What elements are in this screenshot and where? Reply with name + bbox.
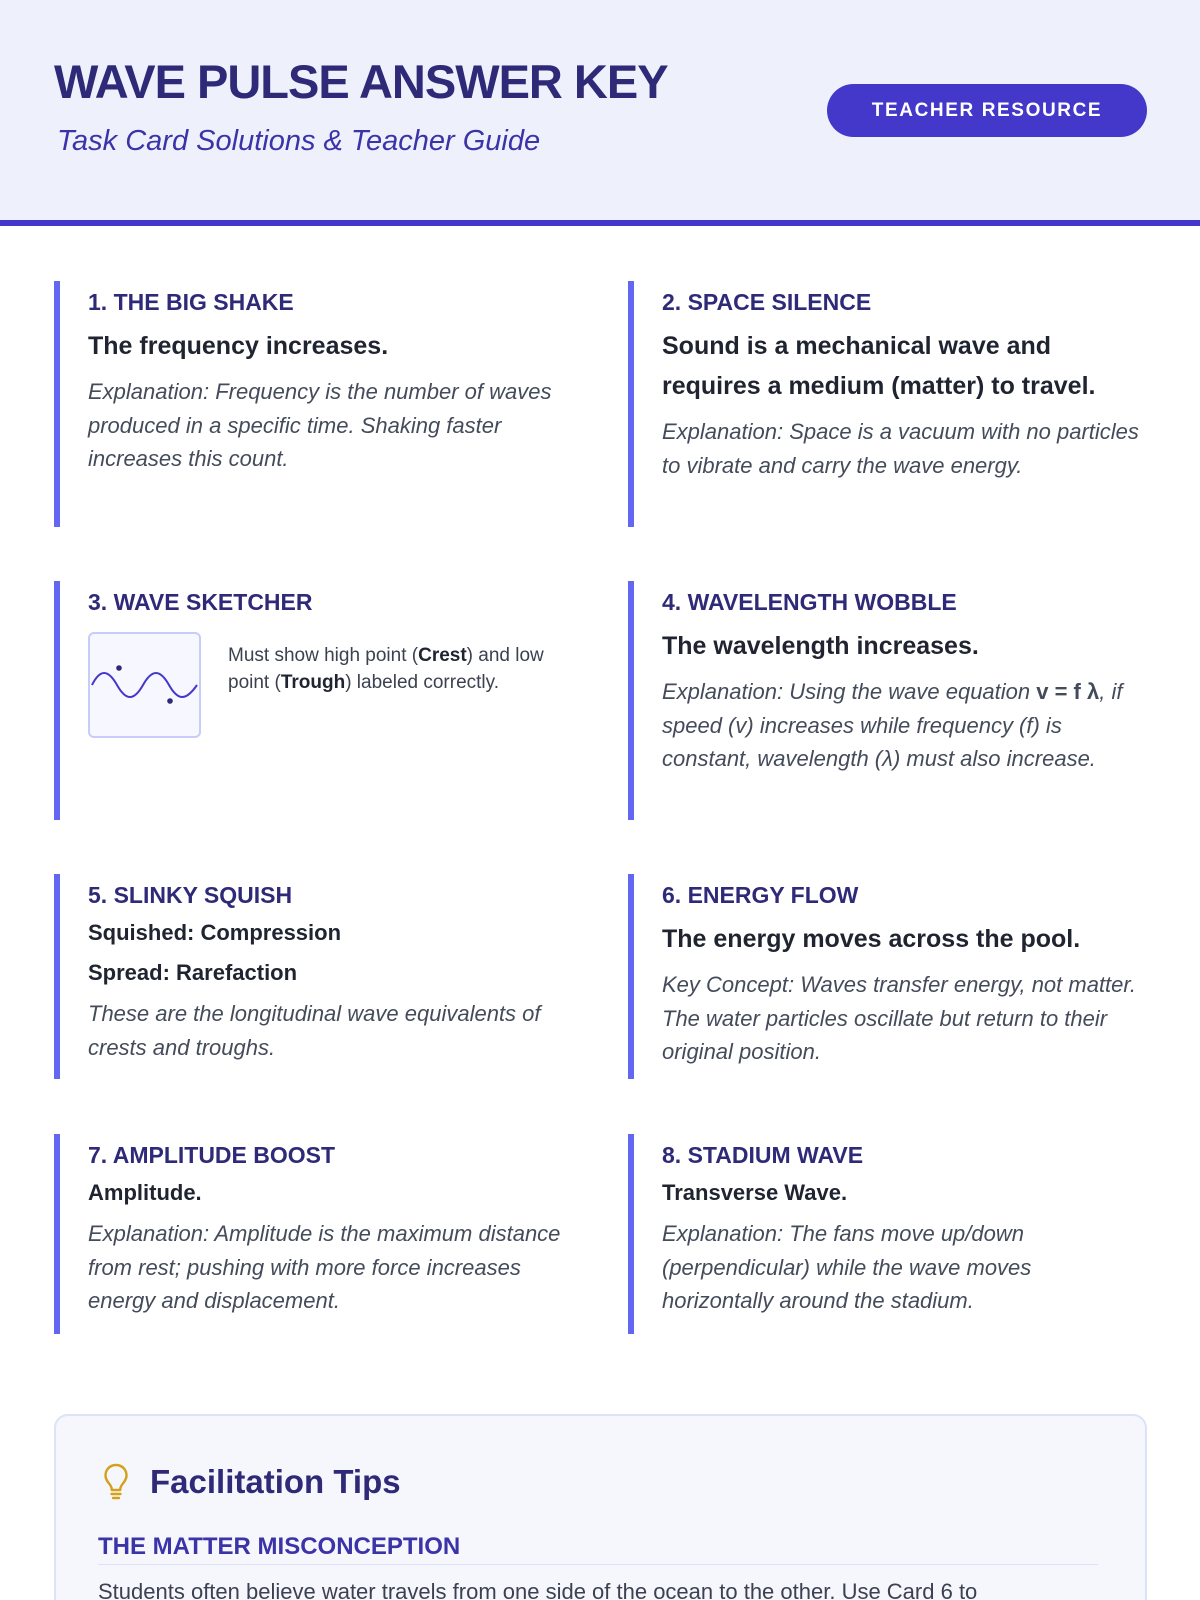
card-title: 3. WAVE SKETCHER	[88, 589, 313, 615]
card-wavelength-wobble	[628, 581, 1148, 820]
sketch-text-pre: Must show high point (	[228, 645, 419, 666]
explanation-pre: Explanation: Using the wave equation	[662, 679, 1037, 704]
card-title: 1. THE BIG SHAKE	[88, 289, 294, 315]
trough-point	[167, 698, 173, 704]
crest-term: Crest	[418, 645, 467, 666]
card-answer: The wavelength increases.	[662, 632, 979, 660]
card-explanation: Explanation: Frequency is the number of waves produced in a specific time. Shaking faster increases this count.	[88, 379, 552, 471]
squished-line	[88, 918, 594, 948]
card-title: 2. SPACE SILENCE	[662, 289, 872, 315]
page-subtitle: Task Card Solutions & Teacher Guide	[57, 125, 541, 157]
card-explanation: These are the longitudinal wave equivalents of crests and troughs.	[88, 1001, 541, 1060]
sketch-text-post: ) labeled correctly.	[345, 672, 500, 693]
tips-title: Facilitation Tips	[150, 1463, 401, 1500]
lightbulb-icon	[103, 1463, 129, 1501]
card-wave-sketcher	[54, 581, 594, 820]
explanation-post: , if speed (v) increases while frequency (f) is constant, wavelength (λ) must also increase.	[662, 679, 1123, 771]
tips-text: Students often believe water travels from one side of the ocean to the other. Use Card 6 to	[98, 1579, 978, 1600]
card-space-silence	[628, 281, 1148, 527]
tips-subheading: THE MATTER MISCONCEPTION	[98, 1533, 1098, 1565]
spread-label: Spread:	[88, 960, 177, 985]
card-title: 4. WAVELENGTH WOBBLE	[662, 589, 957, 615]
spread-value: Rarefaction	[176, 960, 298, 985]
wave-sketch-svg	[90, 634, 199, 736]
trough-term: Trough	[280, 672, 346, 693]
sketch-instructions	[228, 642, 558, 738]
card-answer: The energy moves across the pool.	[662, 925, 1081, 953]
page-header	[0, 0, 1200, 226]
card-explanation: Key Concept: Waves transfer energy, not matter. The water particles oscillate but return to their original position.	[662, 972, 1137, 1064]
card-title: 7. AMPLITUDE BOOST	[88, 1142, 336, 1168]
card-answer: The frequency increases.	[88, 332, 389, 360]
card-energy-flow	[628, 874, 1148, 1079]
card-explanation	[662, 675, 1148, 776]
card-title: 6. ENERGY FLOW	[662, 882, 859, 908]
squished-value: Compression	[200, 920, 342, 945]
page-title: WAVE PULSE ANSWER KEY	[54, 55, 668, 108]
card-stadium-wave	[628, 1134, 1148, 1334]
card-explanation: Explanation: Space is a vacuum with no particles to vibrate and carry the wave energy.	[662, 419, 1139, 478]
card-big-shake	[54, 281, 594, 527]
card-amplitude-boost	[54, 1134, 594, 1334]
facilitation-tips-panel	[54, 1414, 1147, 1600]
card-answer: Amplitude.	[88, 1180, 202, 1205]
teacher-resource-badge: TEACHER RESOURCE	[827, 84, 1147, 137]
crest-point	[116, 665, 122, 671]
card-title: 8. STADIUM WAVE	[662, 1142, 864, 1168]
card-answer: Transverse Wave.	[662, 1180, 848, 1205]
wave-equation: v = f λ	[1036, 679, 1100, 704]
spread-line	[88, 958, 594, 988]
card-answer: Sound is a mechanical wave and requires a medium (matter) to travel.	[662, 332, 1096, 400]
card-explanation: Explanation: Amplitude is the maximum distance from rest; pushing with more force increases energy and displacement.	[88, 1221, 561, 1313]
card-explanation: Explanation: The fans move up/down (perpendicular) while the wave moves horizontally around the stadium.	[662, 1221, 1032, 1313]
card-slinky-squish	[54, 874, 594, 1079]
sketch-text-mid: ) and low point (	[228, 645, 544, 693]
squished-label: Squished:	[88, 920, 201, 945]
wave-sketch-image	[88, 632, 201, 738]
card-title: 5. SLINKY SQUISH	[88, 882, 293, 908]
